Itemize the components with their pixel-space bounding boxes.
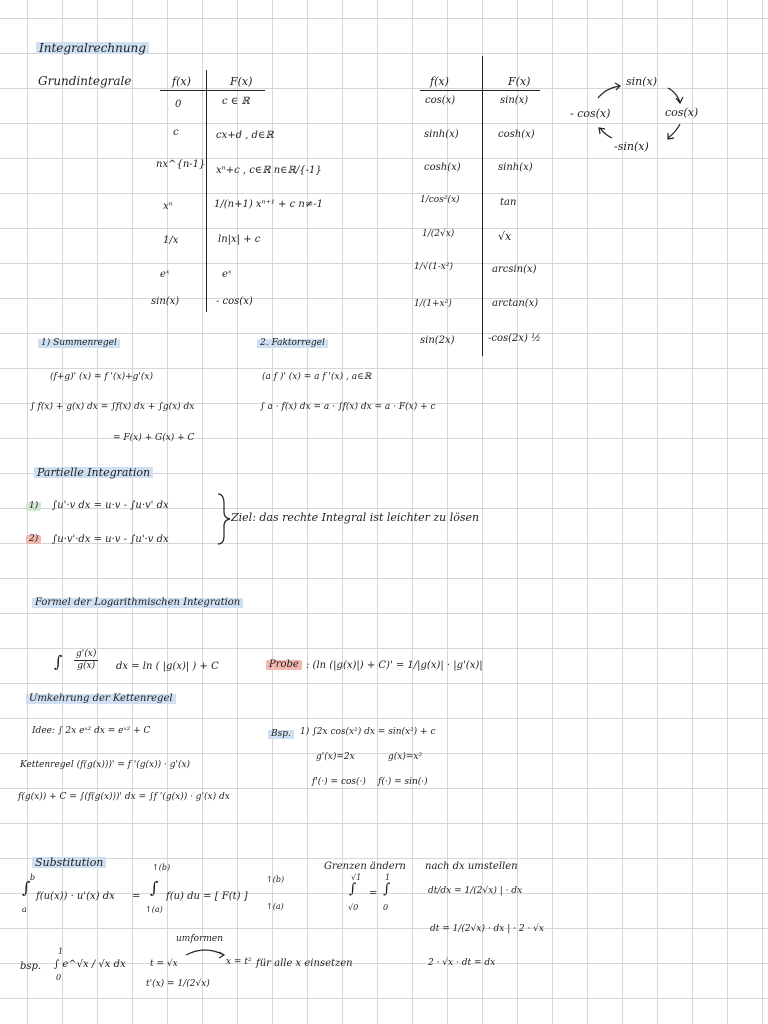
kettenregel-heading: Umkehrung der Kettenregel (26, 694, 176, 704)
subst-d3: 2 · √x · dt = dx (428, 958, 496, 968)
subst-mid: f(u) du = [ F(t) ] (166, 891, 248, 902)
table1-col-f: f(x) (172, 75, 191, 88)
cycle-right: cos(x) (665, 106, 699, 119)
table1-F-5: eˣ (222, 269, 232, 280)
kettenregel-idee: Idee: ∫ 2x eˣ² dx = eˣ² + C (32, 726, 151, 736)
partielle-num-2: 2) (26, 535, 41, 544)
probe-label: Probe (266, 660, 302, 670)
subst-integral-2: ∫ (150, 878, 159, 897)
probe-formula: : (ln (|g(x)|) + C)' = 1/|g(x)| · |g'(x)| (306, 660, 483, 671)
subst-bracket-lower: ↑(a) (266, 902, 284, 911)
table1-f-5: eˣ (160, 269, 170, 280)
table2-F-6: arctan(x) (492, 298, 539, 309)
table1-f-6: sin(x) (151, 296, 180, 307)
table2-f-6: 1/(1+x²) (414, 299, 452, 309)
table2-F-3: tan (500, 197, 517, 208)
table1-f-1: c (173, 127, 179, 138)
subst-upper-b: b (30, 873, 36, 882)
subst-d2: dt = 1/(2√x) · dx | · 2 · √x (430, 924, 544, 934)
summenregel-line2: ∫ f(x) + g(x) dx = ∫f(x) dx + ∫g(x) dx (30, 402, 195, 412)
kettenregel-g2: g(x)=x² (388, 752, 423, 762)
table2-col-f: f(x) (430, 75, 449, 88)
fuer-label: für alle x einsetzen (256, 958, 353, 969)
grundintegrale-heading: Grundintegrale (38, 74, 132, 88)
table1-f-3: xⁿ (163, 201, 173, 212)
kettenregel-formel: f(g(x)) + C = ∫(f(g(x)))' dx = ∫f '(g(x)) · g'(x) dx (18, 792, 230, 802)
bsp-lower: 0 (56, 973, 62, 982)
partielle-heading: Partielle Integration (34, 467, 153, 478)
log-rest: dx = ln ( |g(x)| ) + C (116, 661, 219, 672)
subst-bracket-upper: ↑(b) (266, 875, 285, 884)
subst-lower-ua: ↑(a) (145, 905, 163, 914)
table2-f-5: 1/√(1-x²) (414, 262, 453, 272)
faktorregel-heading: 2. Faktorregel (257, 339, 328, 348)
cycle-left: - cos(x) (570, 107, 611, 120)
kettenregel-bsp: 1) ∫2x cos(x²) dx = sin(x²) + c (300, 727, 436, 737)
partielle-note: Ziel: das rechte Integral ist leichter zu lösen (231, 511, 480, 524)
subst-eq1: = (132, 891, 141, 902)
table2-F-1: cosh(x) (498, 129, 535, 140)
kettenregel-f2: f(·) = sin(·) (378, 777, 428, 787)
table1-F-2: xⁿ+c , c∈ℝ n∈ℝ/{-1} (216, 165, 322, 176)
table1-f-2: nx^{n-1} (156, 159, 206, 170)
partielle-formula-1: ∫u'·v dx = u·v - ∫u·v' dx (52, 500, 169, 511)
bsp-label: bsp. (20, 961, 42, 972)
log-fraction (74, 650, 98, 671)
grenzen-lo2: 0 (383, 903, 389, 912)
table2-F-5: arcsin(x) (492, 264, 537, 275)
summenregel-heading: 1) Summenregel (38, 339, 120, 348)
table2-f-4: 1/(2√x) (422, 229, 455, 239)
subst-t3: t'(x) = 1/(2√x) (146, 979, 210, 989)
grenzen-int1: ∫ (349, 881, 357, 897)
log-integral-sign: ∫ (54, 652, 63, 671)
table2-f-3: 1/cos²(x) (420, 195, 460, 205)
grenzen-up1: √1 (351, 873, 362, 882)
summenregel-line1: (f+g)' (x) = f '(x)+g'(x) (50, 372, 153, 382)
table2-f-7: sin(2x) (420, 335, 455, 346)
grenzen-up2: 1 (385, 873, 391, 882)
bsp-upper: 1 (58, 947, 64, 956)
table1-F-0: c ∈ ℝ (222, 96, 250, 107)
kettenregel-g1: g'(x)=2x (316, 752, 355, 762)
nach-label: nach dx umstellen (425, 861, 518, 872)
kettenregel-regel: Kettenregel (f(g(x)))' = f '(g(x)) · g'(x) (20, 760, 191, 770)
subst-lower-a: a (22, 905, 27, 914)
grenzen-int2: ∫ (383, 881, 391, 897)
faktorregel-line1: (a f )' (x) = a f '(x) , a∈ℝ (262, 372, 372, 382)
kettenregel-bsp-label: Bsp. (268, 730, 294, 739)
cycle-bottom: -sin(x) (614, 140, 649, 153)
log-fraction-den: g(x) (77, 661, 96, 671)
table1-f-0: 0 (175, 99, 182, 110)
subst-d1: dt/dx = 1/(2√x) | · dx (428, 886, 523, 896)
table1-F-3: 1/(n+1) xⁿ⁺¹ + c n≠-1 (214, 199, 323, 210)
grenzen-eq: = (369, 888, 378, 899)
table2-f-0: cos(x) (425, 95, 456, 106)
table2-f-2: cosh(x) (424, 162, 461, 173)
table1-col-F: F(x) (230, 75, 253, 88)
bsp-integral: ∫ e^√x / √x dx (54, 959, 126, 970)
table2-F-4: √x (498, 230, 512, 243)
table2-F-0: sin(x) (500, 95, 529, 106)
subst-t2: x = t² (226, 957, 252, 967)
grenzen-label: Grenzen ändern (324, 861, 406, 872)
table1-F-1: cx+d , d∈ℝ (216, 130, 274, 141)
table2-f-1: sinh(x) (424, 129, 459, 140)
subst-main: f(u(x)) · u'(x) dx (36, 891, 115, 902)
summenregel-line3: = F(x) + G(x) + C (113, 433, 195, 443)
table2-col-F: F(x) (508, 75, 531, 88)
substitution-heading: Substitution (32, 857, 106, 868)
table1-f-4: 1/x (163, 235, 179, 246)
table1-F-6: - cos(x) (216, 296, 253, 307)
subst-t1: t = √x (150, 959, 178, 969)
cycle-top: sin(x) (626, 75, 658, 88)
faktorregel-line2: ∫ a · f(x) dx = a · ∫f(x) dx = a · F(x) + c (260, 402, 436, 412)
logarithmisch-heading: Formel der Logarithmischen Integration (32, 598, 243, 608)
table1-F-4: ln|x| + c (218, 234, 261, 245)
partielle-num-1: 1) (26, 502, 41, 511)
subst-upper-ub: ↑(b) (152, 863, 171, 872)
subst-integral-1: ∫ (22, 878, 31, 897)
umformen-label: umformen (176, 934, 224, 944)
table2-F-7: -cos(2x) ½ (488, 333, 541, 344)
kettenregel-f1: f'(·) = cos(·) (312, 777, 366, 787)
log-fraction-num: g'(x) (76, 649, 97, 659)
partielle-formula-2: ∫u·v'·dx = u·v - ∫u'·v dx (52, 534, 169, 545)
grenzen-lo1: √0 (348, 903, 359, 912)
table2-F-2: sinh(x) (498, 162, 533, 173)
page-title: Integralrechnung (36, 42, 149, 54)
